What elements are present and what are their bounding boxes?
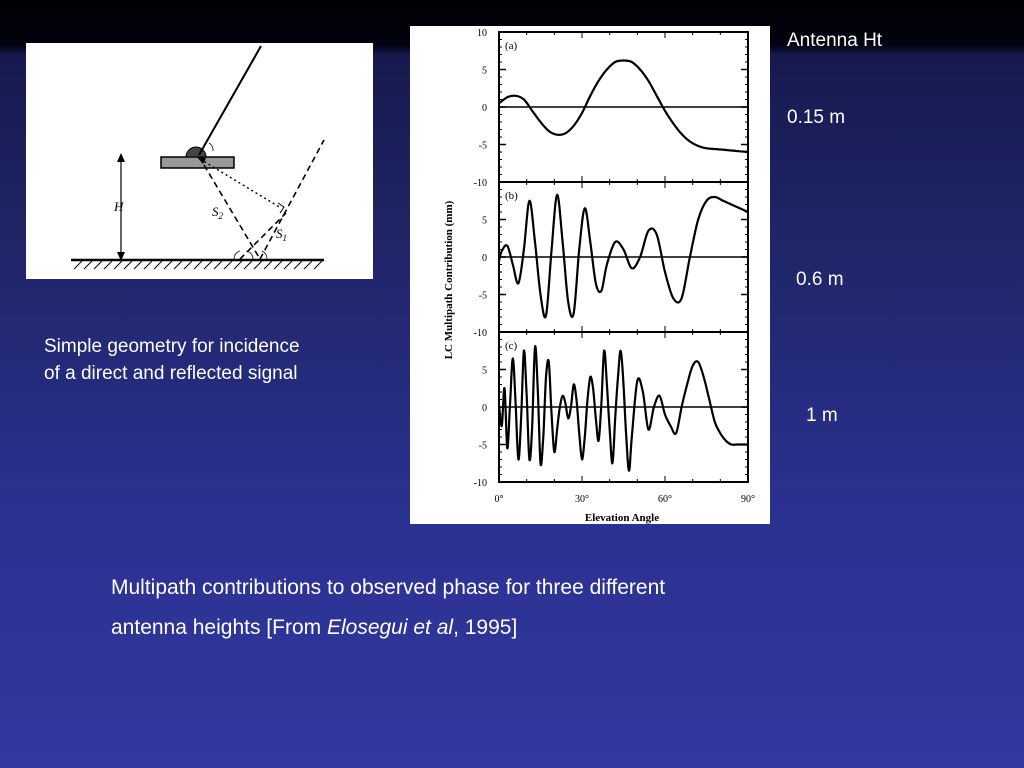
- y-tick-label: 0: [482, 403, 487, 414]
- y-tick-label: -5: [478, 440, 487, 452]
- panel-label: (a): [505, 40, 518, 52]
- geometry-diagram: [26, 43, 373, 279]
- height-label-a: 0.15 m: [787, 107, 846, 128]
- x-tick-label: 60°: [658, 494, 672, 505]
- x-tick-label: 30°: [575, 494, 589, 505]
- height-label-c: 1 m: [806, 405, 838, 426]
- y-tick-label: 5: [482, 365, 487, 377]
- geometry-caption: Simple geometry for incidence of a direct and reflected signal: [44, 336, 300, 384]
- reflected-path-up: [260, 140, 324, 259]
- caption-line-1: Multipath contributions to observed phase for three different: [111, 576, 666, 599]
- y-tick-label: -10: [473, 178, 487, 189]
- geometry-svg: [26, 43, 373, 279]
- multipath-figure: [410, 26, 770, 524]
- x-axis-label: Elevation Angle: [584, 512, 660, 524]
- panel-label: (c): [505, 340, 518, 352]
- y-tick-label: 10: [477, 28, 487, 39]
- label-S2: $S_2$: [212, 204, 223, 221]
- y-axis-label: LC Multipath Contribution (mm): [443, 200, 455, 360]
- x-tick-label: 0°: [494, 494, 504, 505]
- series-line-2: [499, 195, 748, 318]
- y-tick-label: 0: [482, 253, 487, 264]
- y-tick-label: 0: [482, 103, 487, 114]
- y-tick-label: 5: [482, 215, 487, 227]
- label-S1: $S_1$: [276, 226, 287, 243]
- label-H: H: [114, 199, 124, 214]
- direct-signal-line: [199, 46, 261, 155]
- slide-caption: [111, 568, 831, 648]
- antenna-plate: [161, 157, 234, 168]
- x-tick-label: 90°: [741, 494, 755, 505]
- ground-hatch: [74, 261, 322, 269]
- y-tick-label: 5: [482, 65, 487, 77]
- y-tick-label: -10: [473, 328, 487, 339]
- series-line-3: [499, 346, 748, 471]
- antenna-ht-heading: Antenna Ht: [787, 30, 883, 51]
- y-tick-label: -10: [473, 478, 487, 489]
- y-tick-label: -5: [478, 290, 487, 302]
- arrow-up-icon: [117, 153, 125, 162]
- panel-label: (b): [505, 190, 518, 202]
- multipath-chart: [410, 26, 770, 524]
- height-label-b: 0.6 m: [796, 269, 844, 290]
- y-tick-label: -5: [478, 140, 487, 152]
- caption-line-2: antenna heights [From Elosegui et al, 1995]: [111, 616, 518, 639]
